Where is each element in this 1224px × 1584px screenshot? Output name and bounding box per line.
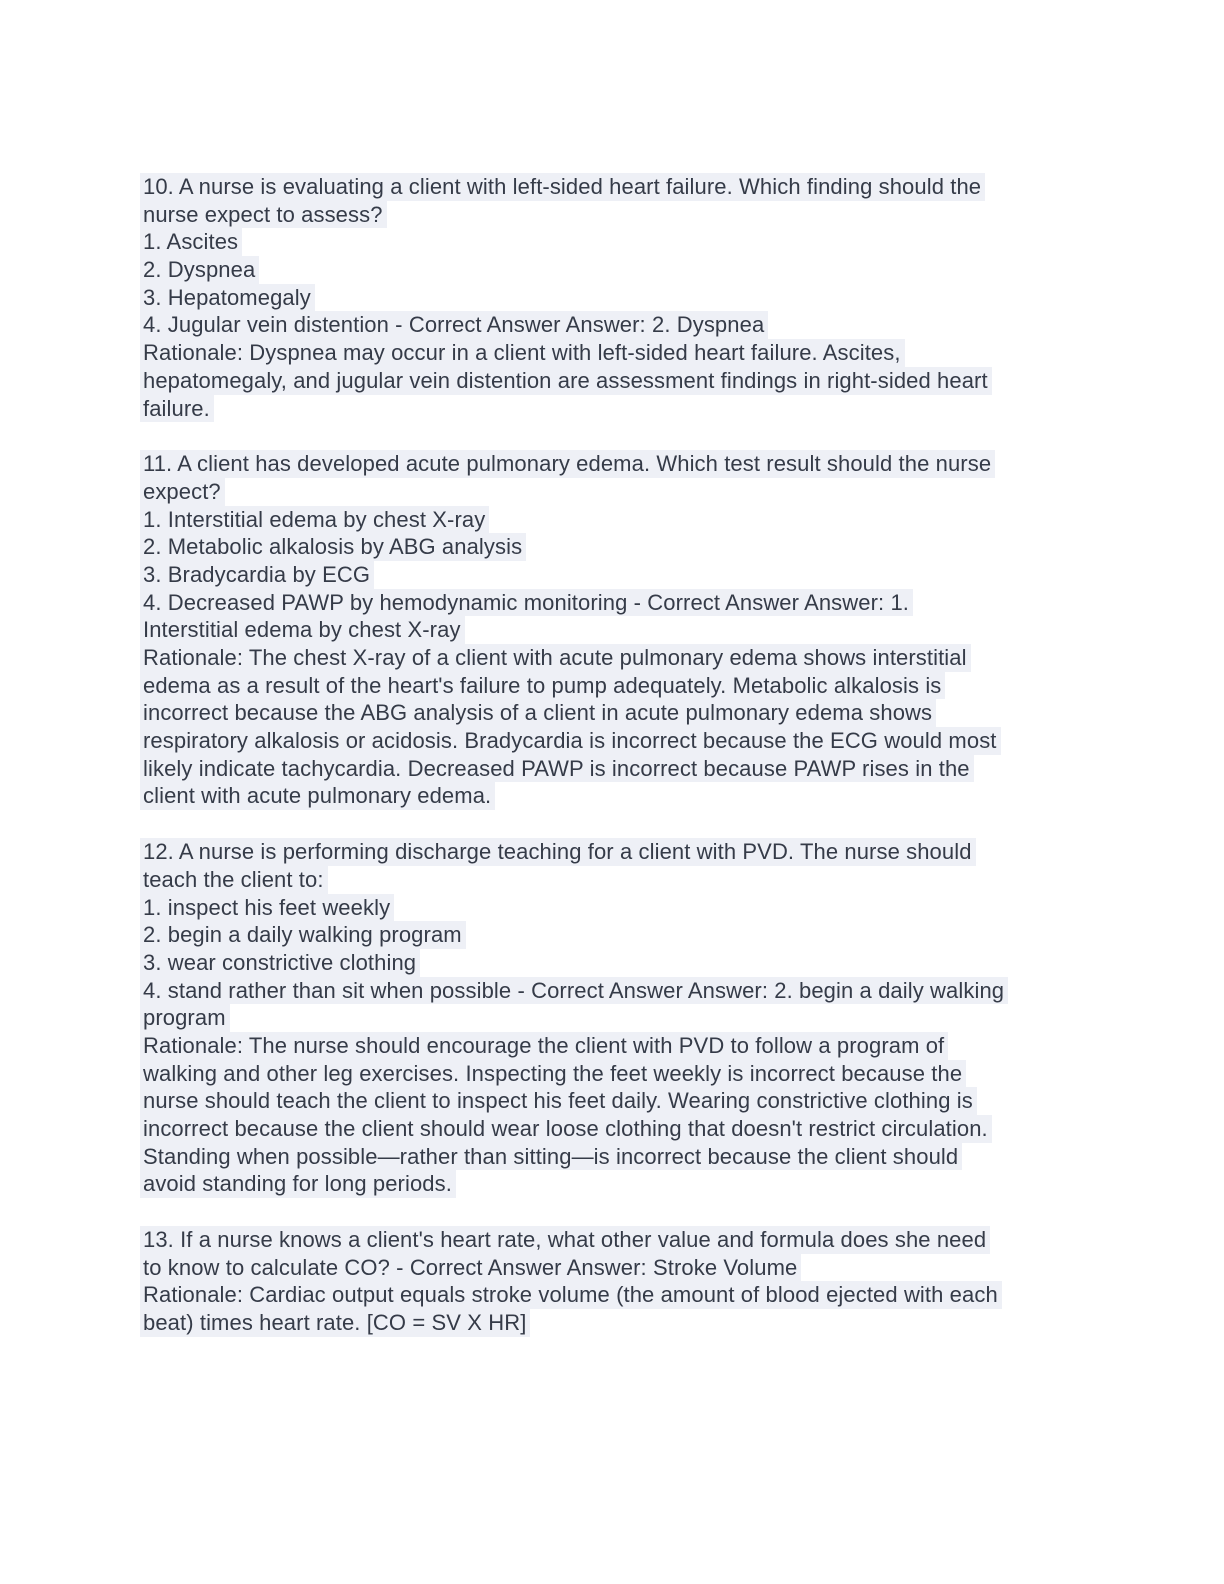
highlighted-text: 1. inspect his feet weekly [140,894,394,922]
text-line [140,311,1100,339]
text-line [140,866,1100,894]
highlighted-text: Rationale: Dyspnea may occur in a client with left-sided heart failure. Ascites, [140,339,905,367]
highlighted-text: 2. Metabolic alkalosis by ABG analysis [140,533,526,561]
highlighted-text: 4. Decreased PAWP by hemodynamic monitoring - Correct Answer Answer: 1. [140,589,913,617]
highlighted-text: 11. A client has developed acute pulmonary edema. Which test result should the nurse [140,450,995,478]
text-line [140,1087,1100,1115]
highlighted-text: 3. Bradycardia by ECG [140,561,374,589]
highlighted-text: 2. Dyspnea [140,256,259,284]
question-block-10 [140,173,1100,422]
text-line [140,782,1100,810]
text-line [140,1254,1100,1282]
text-line [140,699,1100,727]
text-line [140,1032,1100,1060]
text-line [140,201,1100,229]
highlighted-text: program [140,1004,230,1032]
text-line [140,1060,1100,1088]
text-line [140,533,1100,561]
text-line [140,755,1100,783]
text-line [140,450,1100,478]
text-line [140,921,1100,949]
text-line [140,367,1100,395]
question-block-11 [140,450,1100,810]
highlighted-text: beat) times heart rate. [CO = SV X HR] [140,1309,530,1337]
highlighted-text: hepatomegaly, and jugular vein distention are assessment findings in right-sided heart [140,367,992,395]
text-line [140,228,1100,256]
highlighted-text: incorrect because the client should wear loose clothing that doesn't restrict circulation. [140,1115,992,1143]
text-line [140,1170,1100,1198]
highlighted-text: 1. Interstitial edema by chest X-ray [140,506,489,534]
text-line [140,1281,1100,1309]
text-line [140,644,1100,672]
document-text-content [140,173,1100,1365]
text-line [140,838,1100,866]
text-line [140,1309,1100,1337]
question-block-12 [140,838,1100,1198]
highlighted-text: failure. [140,395,214,423]
highlighted-text: expect? [140,478,225,506]
highlighted-text: 4. stand rather than sit when possible - Correct Answer Answer: 2. begin a daily walking [140,977,1008,1005]
highlighted-text: likely indicate tachycardia. Decreased PAWP is incorrect because PAWP rises in the [140,755,974,783]
highlighted-text: Standing when possible—rather than sitting—is incorrect because the client should [140,1143,962,1171]
text-line [140,727,1100,755]
text-line [140,1143,1100,1171]
text-line [140,478,1100,506]
text-line [140,949,1100,977]
highlighted-text: 1. Ascites [140,228,242,256]
text-line [140,616,1100,644]
highlighted-text: teach the client to: [140,866,328,894]
highlighted-text: to know to calculate CO? - Correct Answer Answer: Stroke Volume [140,1254,801,1282]
text-line [140,1004,1100,1032]
text-line [140,339,1100,367]
text-line [140,173,1100,201]
text-line [140,561,1100,589]
text-line [140,284,1100,312]
highlighted-text: client with acute pulmonary edema. [140,782,495,810]
text-line [140,894,1100,922]
text-line [140,256,1100,284]
highlighted-text: Rationale: The chest X-ray of a client with acute pulmonary edema shows interstitial [140,644,971,672]
highlighted-text: 13. If a nurse knows a client's heart rate, what other value and formula does she need [140,1226,990,1254]
text-line [140,977,1100,1005]
text-line [140,395,1100,423]
highlighted-text: avoid standing for long periods. [140,1170,456,1198]
text-line [140,506,1100,534]
highlighted-text: nurse expect to assess? [140,201,387,229]
highlighted-text: 12. A nurse is performing discharge teaching for a client with PVD. The nurse should [140,838,976,866]
highlighted-text: walking and other leg exercises. Inspecting the feet weekly is incorrect because the [140,1060,966,1088]
highlighted-text: Rationale: The nurse should encourage the client with PVD to follow a program of [140,1032,948,1060]
question-block-13 [140,1226,1100,1337]
text-line [140,672,1100,700]
highlighted-text: 10. A nurse is evaluating a client with left-sided heart failure. Which finding should the [140,173,985,201]
highlighted-text: 3. Hepatomegaly [140,284,315,312]
highlighted-text: 4. Jugular vein distention - Correct Answer Answer: 2. Dyspnea [140,311,768,339]
highlighted-text: nurse should teach the client to inspect his feet daily. Wearing constrictive clothing is [140,1087,977,1115]
highlighted-text: edema as a result of the heart's failure to pump adequately. Metabolic alkalosis is [140,672,945,700]
highlighted-text: 2. begin a daily walking program [140,921,466,949]
highlighted-text: 3. wear constrictive clothing [140,949,420,977]
highlighted-text: Rationale: Cardiac output equals stroke volume (the amount of blood ejected with each [140,1281,1002,1309]
highlighted-text: respiratory alkalosis or acidosis. Bradycardia is incorrect because the ECG would most [140,727,1001,755]
highlighted-text: Interstitial edema by chest X-ray [140,616,465,644]
highlighted-text: incorrect because the ABG analysis of a client in acute pulmonary edema shows [140,699,936,727]
text-line [140,589,1100,617]
text-line [140,1226,1100,1254]
text-line [140,1115,1100,1143]
